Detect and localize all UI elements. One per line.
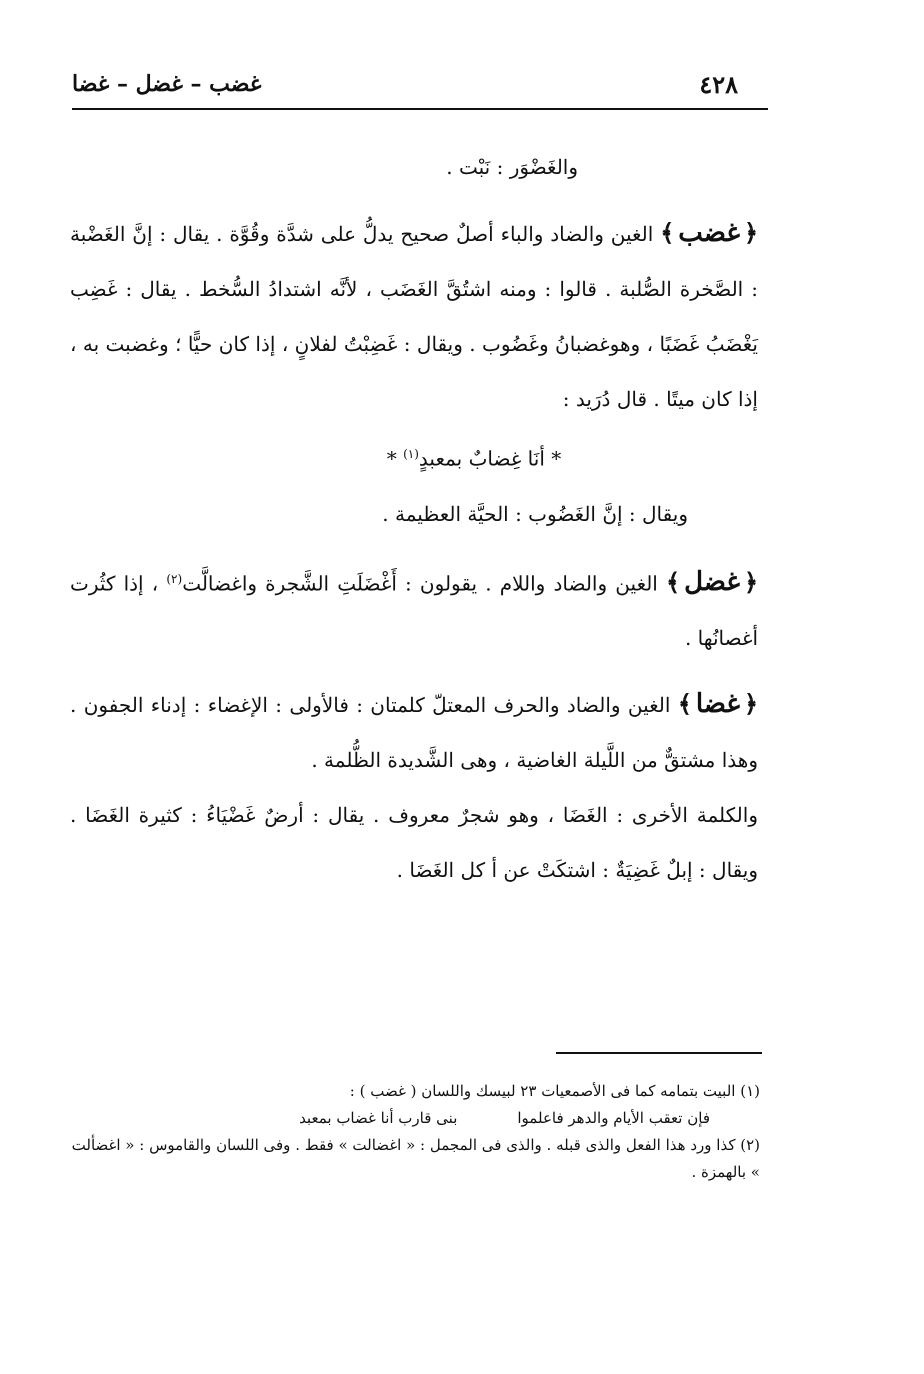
footnote-1-verse bbox=[70, 1105, 760, 1132]
entry-ghadab bbox=[70, 205, 758, 427]
entry-word-ghadab: غضب bbox=[678, 218, 740, 248]
entry-word-ghadal: غضل bbox=[684, 567, 740, 598]
page-header bbox=[72, 64, 738, 104]
running-head: غضب – غضل – غضا bbox=[72, 71, 262, 97]
verse-end: * bbox=[386, 446, 404, 471]
ghadwar-line: والغَضْوَر : نَبْت . bbox=[446, 155, 578, 179]
verse-line bbox=[70, 427, 758, 487]
entry-text: الغين والضاد واللام . يقولون : أَغْضَلَتِ الشَّجرة واغضالَّت bbox=[182, 571, 658, 596]
entry-ghadal bbox=[70, 552, 758, 667]
bracket-open: ﴿ bbox=[743, 218, 758, 247]
footnotes bbox=[70, 1078, 760, 1186]
footnote-ref-1[interactable]: (١) bbox=[403, 447, 419, 461]
bracket-close: ﴾ bbox=[666, 567, 681, 597]
entry-text: الغين والضاد والباء أصلٌ صحيح يدلُّ على شدَّة وقُوَّة . يقال : إنَّ الغَضْبة : الصَّخرة الصُّلبة . قالوا : ومنه اشتُقَّ الغَضَب ، لأنَّه اشتدادُ السُّخط . يقال : غَضِب يَغْضَبُ غَضَبًا ، وهوغضبانُ وغَضُوب . ويقال : غَضِبْتُ لفلانٍ ، إذا كان حيًّا ؛ وغضبت به ، إذا كان ميتًا . قال دُرَيد : bbox=[70, 222, 758, 411]
entry-word-ghada: غضا bbox=[695, 689, 740, 720]
ghadab-last-line: ويقال : إنَّ الغَضُوب : الحيَّة العظيمة . bbox=[382, 501, 688, 526]
bracket-open: ﴿ bbox=[743, 689, 759, 719]
verse-hemistich-a: فإن تعقب الأيام والدهر فاعلموا bbox=[517, 1109, 710, 1127]
footnote-rule bbox=[556, 1052, 762, 1054]
entry-text: الغين والضاد والحرف المعتلّ كلمتان : فالأولى : الإغضاء : إدناء الجفون . وهذا مشتقٌّ من اللَّيلة الغاضية ، وهى الشَّديدة الظُّلمة . bbox=[70, 693, 758, 773]
main-text bbox=[70, 140, 758, 898]
bracket-open: ﴿ bbox=[743, 567, 758, 597]
entry-ghada bbox=[70, 676, 758, 788]
bracket-close: ﴾ bbox=[660, 218, 675, 247]
footnote-2: (٢) كذا ورد هذا الفعل والذى قبله . والذى فى المجمل : « اغضالت » فقط . وفى اللسان والقاموس : « اغضألت » بالهمزة . bbox=[71, 1136, 760, 1181]
entry-text-end: ، إذا كثُرت أغصانُها . bbox=[70, 571, 758, 651]
verse-hemistich-b: بنى قارب أنا غضاب بمعبد bbox=[299, 1109, 458, 1127]
footnote-1: (١) البيت بتمامه كما فى الأصمعيات ٢٣ لبيسك واللسان ( غضب ) : bbox=[349, 1082, 760, 1100]
ghada-second-word: والكلمة الأخرى : الغَضَا ، وهو شجرٌ معروف . يقال : أرضٌ غَضْيَاءُ : كثيرة الغَضَا . ويقال : إبلٌ غَضِيَةٌ : اشتكَتْ عن أ كل الغَضَا . bbox=[70, 803, 758, 883]
verse-text: * أنَا غِضابٌ بمعبدٍ bbox=[418, 446, 562, 471]
bracket-close: ﴾ bbox=[677, 689, 692, 719]
page-number: ٤٢٨ bbox=[699, 69, 738, 99]
footnote-ref-2[interactable]: (٢) bbox=[166, 571, 183, 586]
header-rule bbox=[72, 108, 768, 110]
